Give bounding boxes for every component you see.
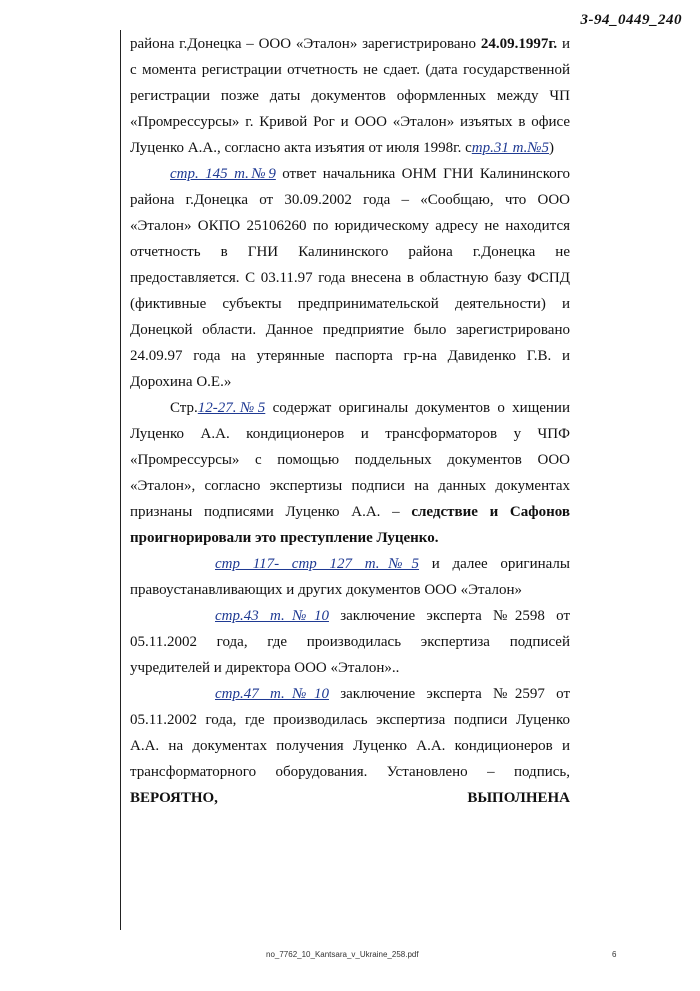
- bold-date: 24.09.1997г.: [480, 36, 558, 52]
- paragraph-expert-2597: [130, 681, 570, 811]
- reference-link[interactable]: стр.47 т.№10: [215, 686, 329, 702]
- paragraph-originals: [130, 395, 570, 551]
- paragraph-text: и далее оригиналы правоустанавливающих и других документов ООО «Эталон»: [130, 556, 570, 598]
- reference-link[interactable]: стр.43 т.№10: [215, 608, 329, 624]
- paragraph-text: ответ начальника ОНМ ГНИ Калининского района г.Донецка от 30.09.2002 года – «Сообщаю, что ООО «Эталон» ОКПО 25106260 по юридическому адресу не находится отчетность в ГНИ Калининского района г.Донецка не предоставляется. С 03.11.97 года внесена в областную базу ФСПД (фиктивные субъекты предпринимательской деятельности) и Донецкой области. Данное предприятие было зарегистрировано 24.09.97 года на утерянные паспорта гр-на Давиденко Г.В. и Дорохина О.Е.»: [130, 166, 570, 390]
- reference-link[interactable]: 12-27.№5: [197, 400, 266, 416]
- bold-statement: ВЕРОЯТНО, ВЫПОЛНЕНА: [130, 790, 570, 806]
- reference-link[interactable]: стр 117- стр 127 т.№5: [215, 556, 420, 572]
- margin-line: [120, 30, 121, 930]
- reference-link[interactable]: тр.31 т.№5: [471, 140, 550, 156]
- bold-statement: следствие и Сафонов проигнорировали это преступление Луценко.: [130, 504, 570, 546]
- paragraph-registration: [130, 31, 570, 161]
- footer-filename: no_7762_10_Kantsara_v_Ukraine_258.pdf: [266, 950, 419, 959]
- document-body: [130, 31, 570, 811]
- paragraph-text: заключение эксперта №2598 от 05.11.2002 года, где производилась экспертиза подписей учредителей и директора ООО «Эталон»..: [130, 608, 570, 676]
- footer-page-number: 6: [612, 950, 617, 959]
- paragraph-text: заключение эксперта №2597 от 05.11.2002 года, где производилась экспертиза подписи Луценко А.А. на документах получения Луценко А.А. кондиционеров и трансформаторного оборудования. Установлено – подпись,: [130, 686, 570, 780]
- document-code: 3-94_0449_240: [580, 12, 682, 28]
- paragraph-text: ): [549, 140, 555, 156]
- paragraph-text: Стр.: [170, 400, 198, 416]
- reference-link[interactable]: стр. 145 т.№9: [170, 166, 276, 182]
- paragraph-founding-docs: [130, 551, 570, 603]
- paragraph-text: содержат оригиналы документов о хищении Луценко А.А. кондиционеров и трансформаторов у ЧПФ «Промрессурсы» с помощью поддельных документов ООО «Эталон», согласно экспертизы подписи на данных документах признаны подписями Луценко А.А. –: [130, 400, 570, 520]
- paragraph-text: района г.Донецка – ООО «Эталон» зарегистрировано: [130, 36, 481, 52]
- paragraph-expert-2598: [130, 603, 570, 681]
- paragraph-tax-response: [130, 161, 570, 395]
- paragraph-text: и с момента регистрации отчетность не сдает. (дата государственной регистрации позже даты документов оформленных между ЧП «Промрессурсы» г. Кривой Рог и ООО «Эталон» изъятых в офисе Луценко А.А., согласно акта изъятия от июля 1998г. с: [130, 36, 570, 156]
